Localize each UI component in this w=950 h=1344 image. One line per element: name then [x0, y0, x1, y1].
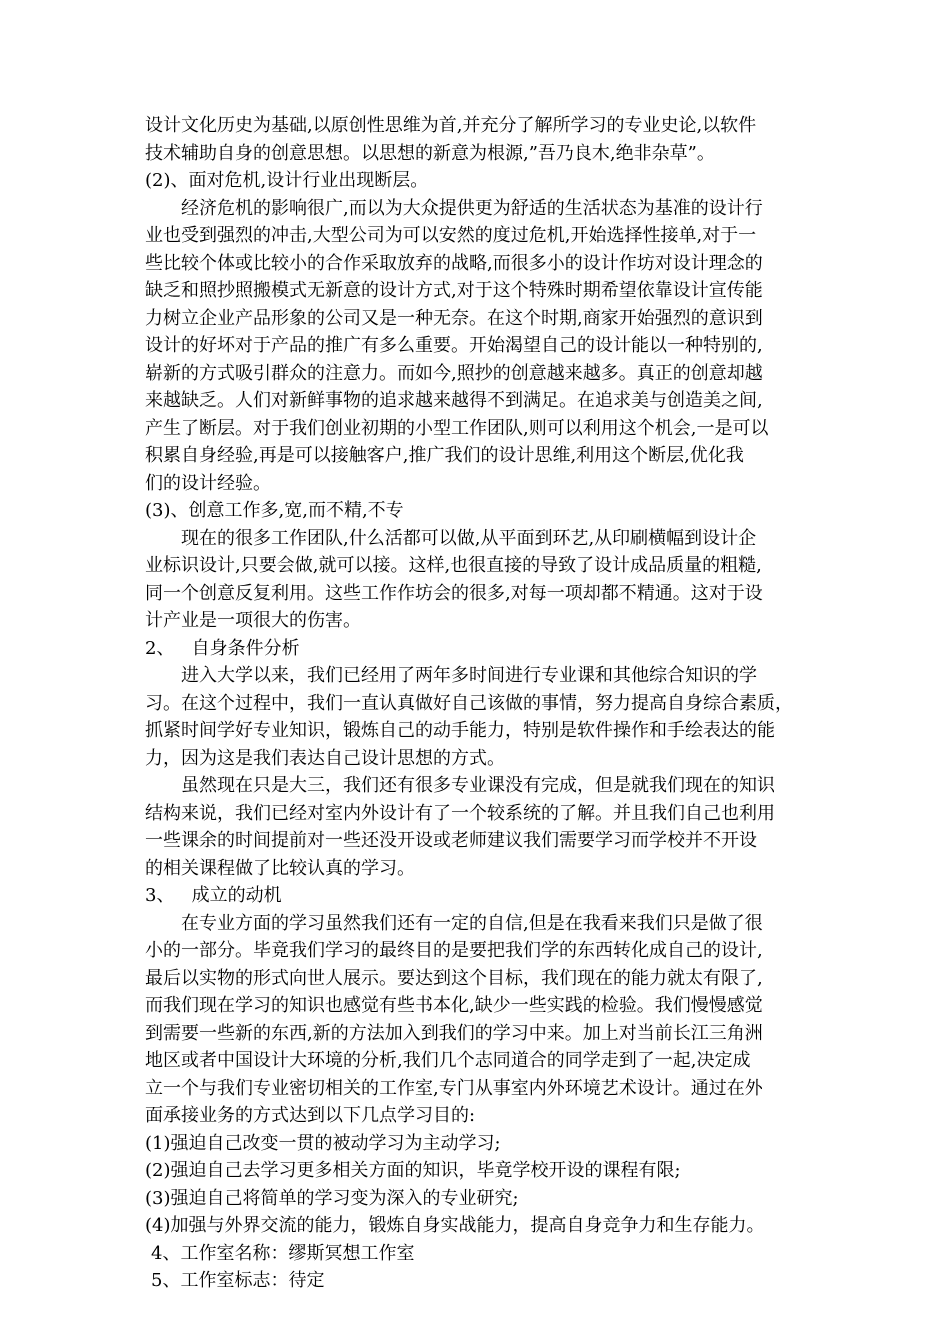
paragraph-line: 产生了断层。对于我们创业初期的小型工作团队,则可以利用这个机会,一是可以	[145, 417, 769, 439]
list-item: (1)强迫自己改变一贯的被动学习为主动学习;	[145, 1132, 501, 1154]
paragraph-line: 虽然现在只是大三，我们还有很多专业课没有完成，但是就我们现在的知识	[181, 775, 775, 796]
paragraph-line: 立一个与我们专业密切相关的工作室,专门从事室内外环境艺术设计。通过在外	[145, 1077, 763, 1099]
document-body	[145, 112, 820, 1295]
paragraph-line: 习。在这个过程中，我们一直认真做好自己该做的事情，努力提高自身综合素质，	[145, 692, 793, 714]
paragraph-line: 的相关课程做了比较认真的学习。	[145, 857, 415, 879]
paragraph-line: 设计的好坏对于产品的推广有多么重要。开始渴望自己的设计能以一种特别的,	[145, 335, 763, 356]
paragraph-line: 来越缺乏。人们对新鲜事物的追求越来越得不到满足。在追求美与创造美之间,	[145, 390, 763, 411]
paragraph-line: 在专业方面的学习虽然我们还有一定的自信,但是在我看来我们只是做了很	[181, 912, 763, 934]
paragraph-line: 力，因为这是我们表达自己设计思想的方式。	[145, 747, 505, 769]
paragraph-line: 面承接业务的方式达到以下几点学习目的:	[145, 1105, 476, 1126]
studio-logo-line: 5、工作室标志：待定	[151, 1270, 325, 1291]
section-heading: (2)、面对危机,设计行业出现断层。	[145, 170, 429, 191]
paragraph-line: 地区或者中国设计大环境的分析,我们几个志同道合的同学走到了一起,决定成	[145, 1050, 751, 1071]
section-heading: 3、 成立的动机	[145, 885, 282, 906]
paragraph-line: 一些课余的时间提前对一些还没开设或老师建议我们需要学习而学校并不开设	[145, 830, 757, 851]
paragraph-line: 抓紧时间学好专业知识，锻炼自己的动手能力，特别是软件操作和手绘表达的能	[145, 720, 775, 741]
section-heading: 2、 自身条件分析	[145, 637, 300, 659]
paragraph-line: 们的设计经验。	[145, 472, 271, 494]
paragraph-line: 而我们现在学习的知识也感觉有些书本化,缺少一些实践的检验。我们慢慢感觉	[145, 995, 763, 1016]
paragraph-line: 崭新的方式吸引群众的注意力。而如今,照抄的创意越来越多。真正的创意却越	[145, 362, 763, 384]
paragraph-line: 现在的很多工作团队,什么活都可以做,从平面到环艺,从印刷横幅到设计企	[181, 527, 757, 549]
paragraph-line: 缺乏和照抄照搬模式无新意的设计方式,对于这个特殊时期希望依靠设计宣传能	[145, 280, 763, 301]
paragraph-line: 业也受到强烈的冲击,大型公司为可以安然的度过危机,开始选择性接单,对于一	[145, 225, 757, 246]
paragraph-line: 最后以实物的形式向世人展示。要达到这个目标，我们现在的能力就太有限了,	[145, 967, 763, 989]
paragraph-line: 到需要一些新的东西,新的方法加入到我们的学习中来。加上对当前长江三角洲	[145, 1022, 763, 1044]
section-heading: (3)、创意工作多,宽,而不精,不专	[145, 500, 404, 521]
paragraph-line: 力树立企业产品形象的公司又是一种无奈。在这个时期,商家开始强烈的意识到	[145, 307, 763, 329]
paragraph-line: 积累自身经验,再是可以接触客户,推广我们的设计思维,利用这个断层,优化我	[145, 445, 744, 466]
paragraph-line: 经济危机的影响很广,而以为大众提供更为舒适的生活状态为基准的设计行	[181, 197, 763, 219]
paragraph-line: 技术辅助自身的创意思想。以思想的新意为根源,”吾乃良木,绝非杂草”。	[145, 142, 715, 164]
studio-name-line: 4、工作室名称：缪斯冥想工作室	[151, 1242, 415, 1264]
list-item: (2)强迫自己去学习更多相关方面的知识，毕竟学校开设的课程有限;	[145, 1160, 681, 1181]
paragraph-line: 同一个创意反复利用。这些工作作坊会的很多,对每一项却都不精通。这对于设	[145, 582, 763, 604]
paragraph-line: 计产业是一项很大的伤害。	[145, 610, 361, 631]
paragraph-line: 业标识设计,只要会做,就可以接。这样,也很直接的导致了设计成品质量的粗糙,	[145, 555, 762, 576]
paragraph-line: 结构来说，我们已经对室内外设计有了一个较系统的了解。并且我们自己也利用	[145, 802, 775, 824]
list-item: (3)强迫自己将简单的学习变为深入的专业研究;	[145, 1187, 519, 1209]
paragraph-line: 些比较个体或比较小的合作采取放弃的战略,而很多小的设计作坊对设计理念的	[145, 252, 763, 274]
list-item: (4)加强与外界交流的能力，锻炼自身实战能力，提高自身竞争力和生存能力。	[145, 1215, 765, 1236]
paragraph-line: 进入大学以来，我们已经用了两年多时间进行专业课和其他综合知识的学	[181, 665, 757, 686]
paragraph-line: 小的一部分。毕竟我们学习的最终目的是要把我们学的东西转化成自己的设计,	[145, 940, 763, 961]
paragraph-line: 设计文化历史为基础,以原创性思维为首,并充分了解所学习的专业史论,以软件	[145, 115, 757, 136]
